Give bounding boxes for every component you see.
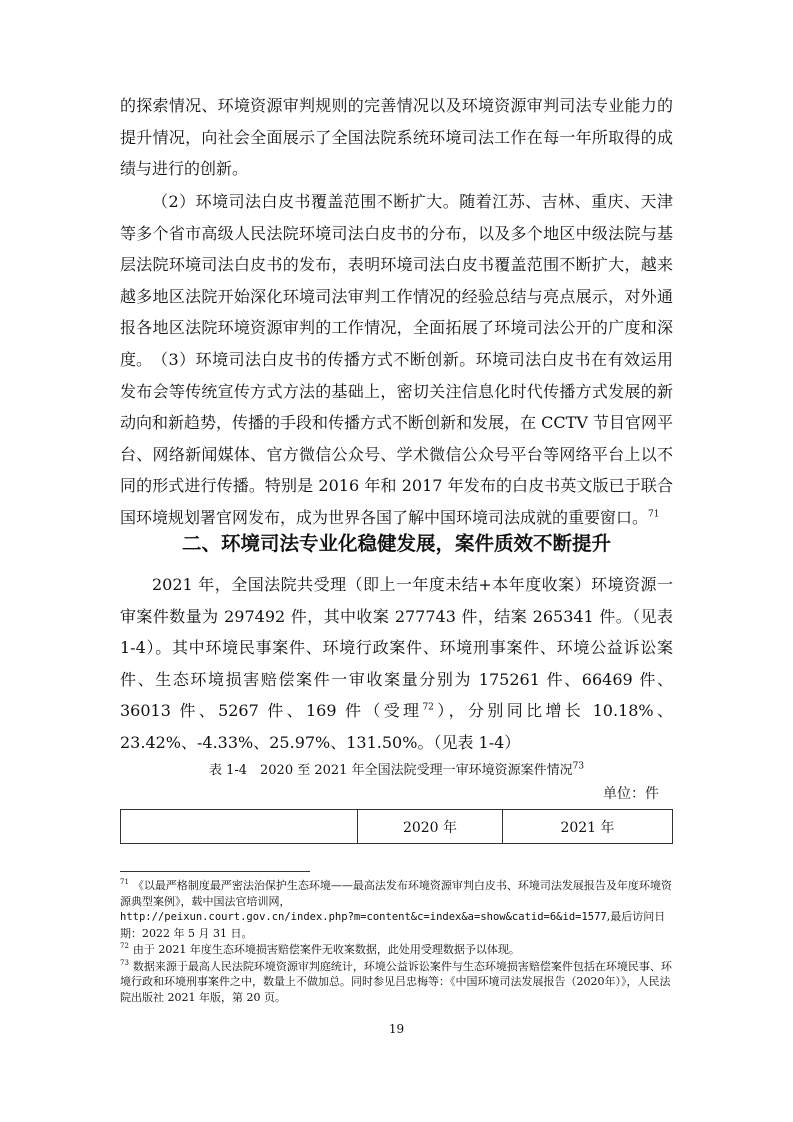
- footnote-ref-72[interactable]: 72: [422, 702, 434, 713]
- table-caption: 表 1-4 2020 至 2021 年全国法院受理一审环境资源案件情况$^{73}$: [208, 761, 585, 778]
- page-number: 19: [388, 1022, 405, 1036]
- footnote-link[interactable]: http://peixun.court.gov.cn/index.php?m=content&c=index&a=show&catid=6&id=1577: [120, 911, 607, 923]
- footnote-ref-71[interactable]: 71: [648, 509, 660, 520]
- table-header-row: [121, 810, 673, 844]
- footnote-73: $^{73}$ 数据来源于最高人民法院环境资源审判庭统计，环境公益诉讼案件与生态环境损害赔偿案件包括在环境民事、环境行政和环境刑事案件之中，数量上不做加总。同时参见吕忠梅等：《中国环境司法发展报告（2020年）》，人民法院出版社 2021 年版，第 20 页。: [120, 958, 672, 1004]
- paragraph-coverage: （2）环境司法白皮书覆盖范围不断扩大。随着江苏、吉林、重庆、天津等多个省市高级人民法院环境司法白皮书的分布，以及多个地区中级法院与基层法院环境司法白皮书的发布，表明环境司法白皮书覆盖范围不断扩大，越来越多地区法院开始深化环境司法审判工作情况的经验总结与亮点展示，对外通报各地区法院环境资源审判的工作情况，全面拓展了环境司法公开的广度和深度。: [120, 192, 673, 369]
- paragraph-dissemination: （3）环境司法白皮书的传播方式不断创新。环境司法白皮书在有效运用发布会等传统宣传方式方法的基础上，密切关注信息化时代传播方式发展的新动向和新趋势，传播的手段和传播方式不断创新和发展，在 CCTV 节目官网平台、网络新闻媒体、官方微信公众号、学术微信公众号平台等网络平台上以不同的形式进行传播。特别是 2016 年和 2017 年发布的白皮书英文版已于联合国环境规划署官网发布，成为世界各国了解中国环境司法成就的重要窗口。$^{71}$: [120, 350, 673, 527]
- section-heading: 二、环境司法专业化稳健发展，案件质效不断提升: [181, 532, 611, 555]
- table-header-cell: 2021 年: [503, 810, 673, 844]
- footnote-71: $^{71}$ 《以最严格制度最严密法治保护生态环境——最高法发布环境资源审判白皮书、环境司法发展报告及年度环境资源典型案例》，载中国法官培训网， http://peixun.court.gov.cn/index.php?m=content&c=index&a=show&catid=6&id=1577,最后访问日期：2022 年 5 月 31 日。: [120, 878, 672, 940]
- table-header-cell: [121, 810, 358, 844]
- footnotes: [120, 878, 673, 1006]
- table-header-cell: 2020 年: [358, 810, 503, 844]
- table-unit: 单位：件: [603, 786, 659, 802]
- footnote-72: $^{72}$ 由于 2021 年度生态环境损害赔偿案件无收案数据，此处用受理数据予以体现。: [120, 942, 520, 956]
- paragraph-continuation: 的探索情况、环境资源审判规则的完善情况以及环境资源审判司法专业能力的提升情况，向社会全面展示了全国法院系统环境司法工作在每一年所取得的成绩与进行的创新。: [120, 96, 673, 178]
- footnote-separator: [120, 871, 310, 872]
- cases-table: [120, 809, 673, 844]
- paragraph-statistics: 2021 年，全国法院共受理（即上一年度未结+本年度收案）环境资源一审案件数量为 297492 件，其中收案 277743 件，结案 265341 件。（见表 1-4）。其中环境民事案件、环境行政案件、环境刑事案件、环境公益诉讼案件、生态环境损害赔偿案件一审收案量分别为 175261 件、66469 件、36013 件、5267 件、169 件（受理$^{72}$），分别同比增长 10.18%、23.42%、-4.33%、25.97%、131.50%。（见表 1-4）: [120, 575, 673, 752]
- footnote-ref-73[interactable]: 73: [572, 761, 585, 772]
